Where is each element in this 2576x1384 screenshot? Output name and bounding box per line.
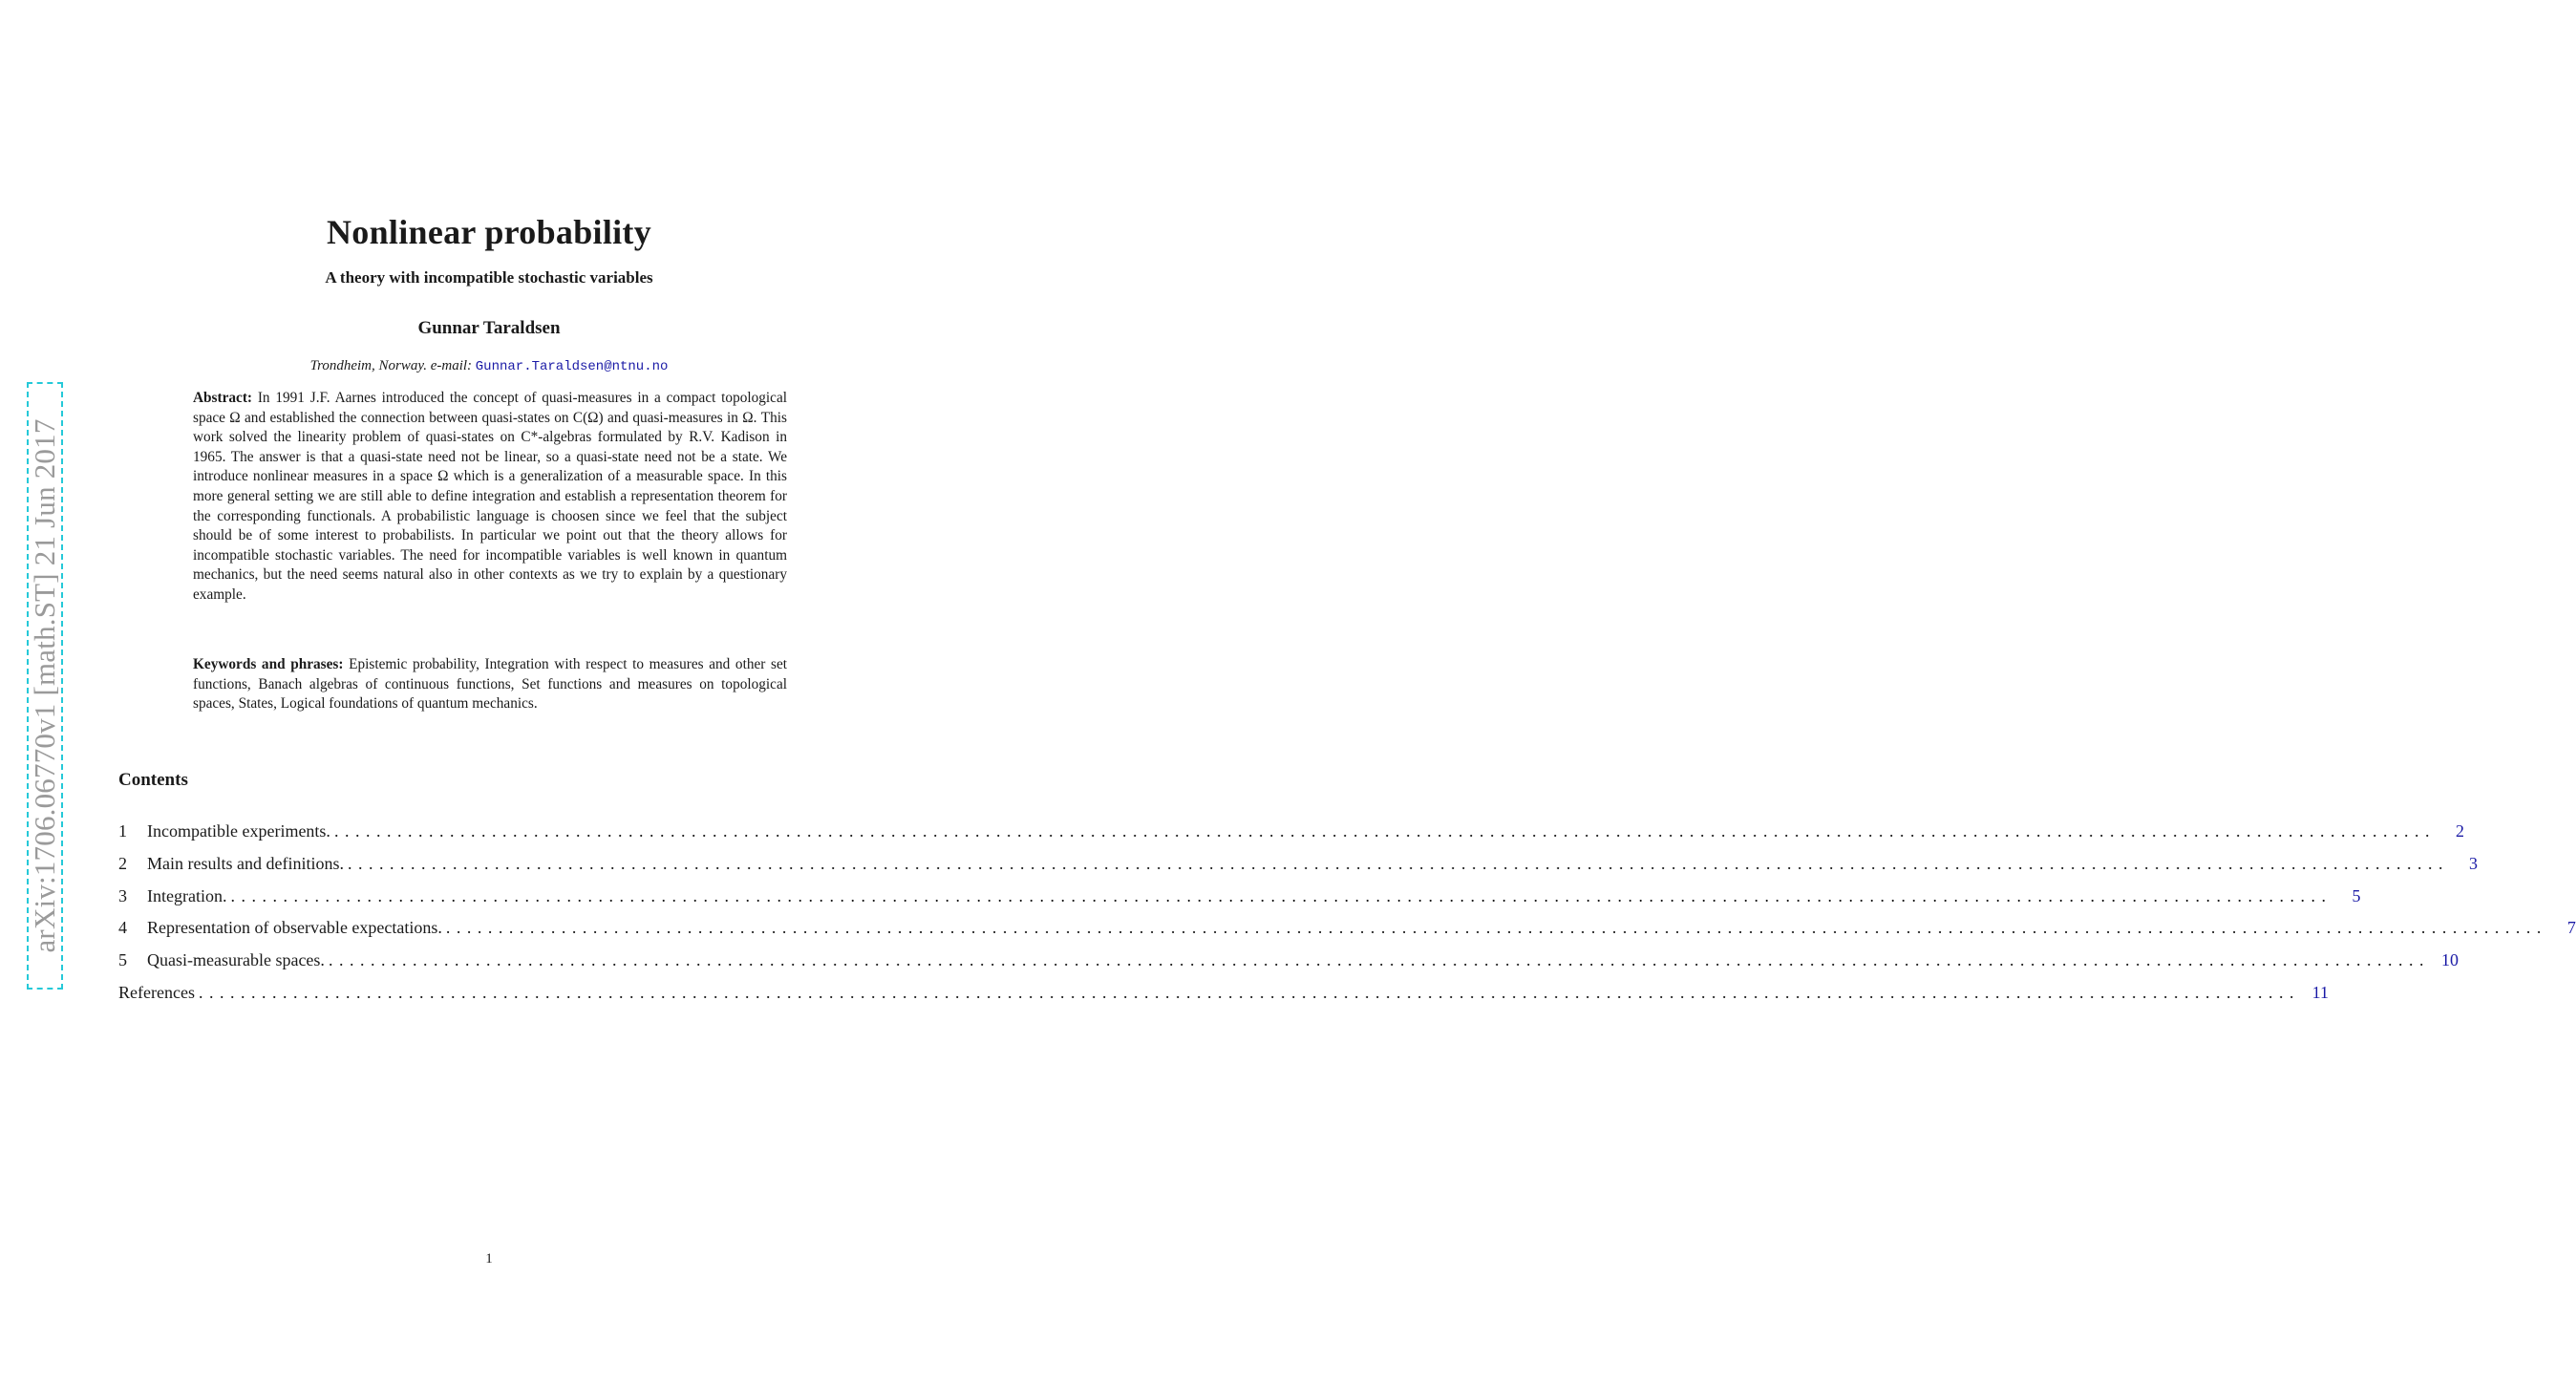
toc-entry-title: Quasi-measurable spaces. <box>147 950 325 970</box>
affiliation <box>0 358 978 374</box>
toc-entry-number: 4 <box>118 918 127 938</box>
toc-entry-title: Representation of observable expectations. <box>147 918 442 938</box>
toc-page-link[interactable]: 2 <box>2455 821 2464 841</box>
toc-entry-number: 5 <box>118 950 127 970</box>
toc-page-link[interactable]: 5 <box>2352 885 2361 905</box>
abstract-label: Abstract: <box>193 390 253 406</box>
keywords-label: Keywords and phrases: <box>193 656 344 672</box>
toc-page-link[interactable]: 3 <box>2468 853 2478 873</box>
toc-entry[interactable] <box>118 853 2478 886</box>
abstract-text: In 1991 J.F. Aarnes introduced the concept of quasi-measures in a compact topological space Ω and established the connection between quasi-states on C(Ω) and quasi-measures in Ω. This work solved the linearity problem of quasi-states on C*-algebras formulated by R.V. Kadison in 1965. The answer is that a quasi-state need not be linear, so a quasi-state need not be a state. We introduce nonlinear measures in a space Ω which is a generalization of a measurable space. In this more general setting we are still able to define integration and establish a representation theorem for the corresponding functionals. A probabilistic language is choosen since we feel that the subject should be of some interest to probabilists. In particular we point out that the theory allows for incompatible stochastic variables. The need for incompatible variables is well known in quantum mechanics, but the need seems natural also in other contexts as we try to explain by a questionary example. <box>193 390 787 603</box>
contents-heading: Contents <box>118 770 188 790</box>
email-link[interactable]: Gunnar.Taraldsen@ntnu.no <box>475 359 669 374</box>
page-number: 1 <box>485 1251 493 1267</box>
toc-dot-leader: ........................................................................................................................................................................................................ <box>328 950 2430 970</box>
toc-entry-title: Incompatible experiments. <box>147 821 330 841</box>
affiliation-location: Trondheim, Norway. <box>309 358 427 373</box>
toc-entry-title: Integration. <box>147 885 227 905</box>
author-name: Gunnar Taraldsen <box>417 318 561 338</box>
toc-page-link[interactable]: 10 <box>2440 950 2459 970</box>
toc-entry[interactable] <box>118 885 2361 919</box>
paper-title: Nonlinear probability <box>326 213 652 251</box>
abstract <box>193 389 787 606</box>
toc-entry-number: 3 <box>118 885 127 905</box>
toc-page-link[interactable]: 11 <box>2311 982 2329 1002</box>
toc-dot-leader: ........................................................................................................................................................................................................ <box>445 918 2547 938</box>
toc-entry-number: 2 <box>118 853 127 873</box>
toc-dot-leader: ........................................................................................................................................................................................................ <box>230 885 2332 905</box>
toc-dot-leader: ........................................................................................................................................................................................................ <box>347 853 2449 873</box>
toc-dot-leader: ........................................................................................................................................................................................................ <box>333 821 2436 841</box>
toc-entry-title: Main results and definitions. <box>147 853 344 873</box>
toc-entry-title: References <box>118 982 195 1002</box>
table-of-contents <box>118 821 2576 1015</box>
toc-entry[interactable] <box>118 918 2576 950</box>
keywords-text: Epistemic probability, Integration with respect to measures and other set functions, Banach algebras of continuous functions, Set functions and measures on topological spaces, States, Logical foundations of quantum mechanics. <box>193 656 788 713</box>
arxiv-stamp <box>27 382 63 990</box>
arxiv-stamp-text: arXiv:1706.06770v1 [math.ST] 21 Jun 2017 <box>28 418 61 953</box>
keywords <box>193 655 787 714</box>
toc-entry-number: 1 <box>118 821 127 841</box>
toc-dot-leader: ........................................................................................................................................................................................................ <box>198 982 2300 1002</box>
email-label: e-mail: <box>430 358 473 373</box>
toc-page-link[interactable]: 7 <box>2566 918 2576 938</box>
toc-entry-references[interactable] <box>118 982 2329 1015</box>
toc-entry[interactable] <box>118 821 2464 854</box>
paper-subtitle: A theory with incompatible stochastic variables <box>325 268 653 287</box>
toc-entry[interactable] <box>118 950 2459 983</box>
